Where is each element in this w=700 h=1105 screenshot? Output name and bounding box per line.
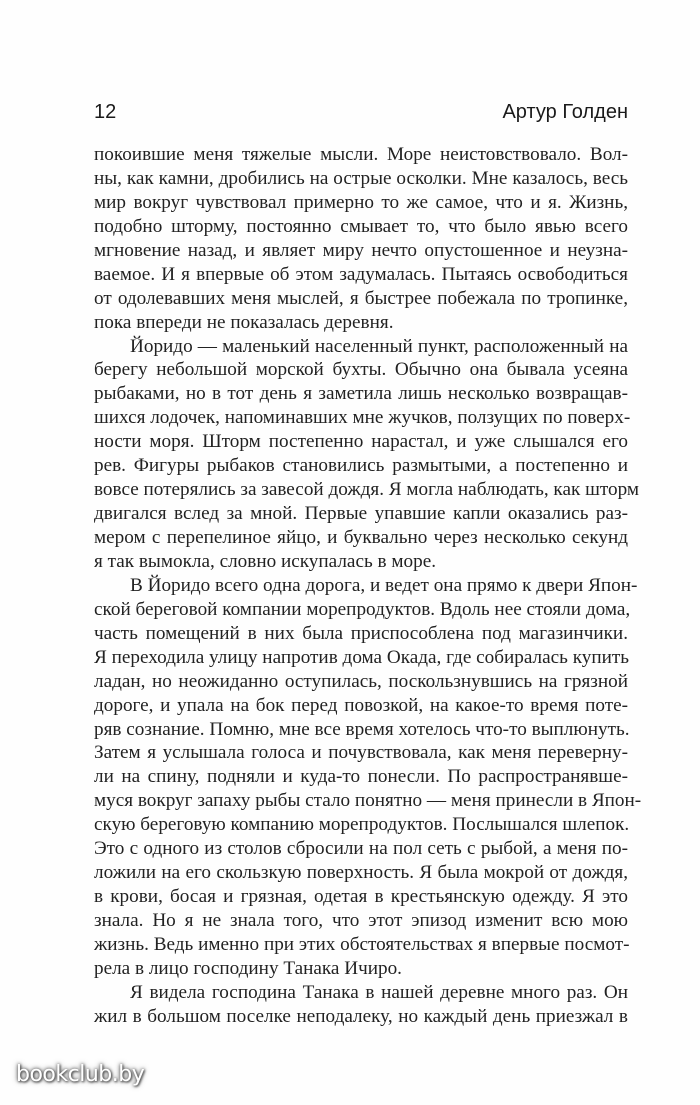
text-line: рела в лицо господину Танака Ичиро. (94, 957, 402, 979)
text-line: жизнь. Ведь именно при этих обстоятельствах я впервые посмот- (94, 933, 630, 955)
text-line: ли на спину, подняли и куда-то понесли. По распространявше- (94, 766, 628, 788)
text-line: ваемое. И я впервые об этом задумалась. Пытаясь освободиться (94, 263, 628, 285)
text-line: берегу небольшой морской бухты. Обычно она бывала усеяна (94, 359, 628, 381)
text-line: пока впереди не показалась деревня. (94, 311, 394, 333)
page-header (94, 101, 628, 129)
text-line: муся вокруг запаху рыбы стало понятно — меня принесли в Япон- (94, 790, 642, 812)
text-line: Это с одного из столов сбросили на пол сеть с рыбой, а меня по- (94, 838, 628, 860)
running-title-author: Артур Голден (502, 101, 628, 123)
text-line: знала. Но я не знала того, что этот эпизод изменит всю мою (94, 910, 628, 931)
text-line: скую береговую компанию морепродуктов. Послышался шлепок. (94, 814, 630, 836)
text-line: ложили на его скользкую поверхность. Я была мокрой от дождя, (94, 862, 628, 884)
watermark-logo: bookclub.by (16, 1062, 145, 1087)
text-line: мгновение назад, и являет миру нечто опустошенное и неузна- (94, 239, 628, 261)
text-line: часть помещений в них была приспособлена под магазинчики. (94, 622, 628, 644)
text-line: Йоридо — маленький населенный пункт, расположенный на (130, 335, 628, 357)
text-line: рыбаками, но в тот день я заметила лишь несколько возвращав- (94, 383, 628, 405)
text-line: Затем я услышала голоса и почувствовала, как меня переверну- (94, 742, 628, 764)
text-line: рев. Фигуры рыбаков становились размытыми, а постепенно и (94, 455, 628, 477)
text-line: покоившие меня тяжелые мысли. Море неистовствовало. Вол- (94, 144, 628, 165)
text-line: Я видела господина Танака в нашей деревне много раз. Он (130, 981, 628, 1003)
body-text (94, 143, 642, 1029)
text-line: от одолевавших меня мыслей, я быстрее побежала по тропинке, (94, 287, 628, 309)
text-line: ряв сознание. Помню, мне все время хотелось что-то выплюнуть. (94, 718, 630, 740)
text-line: ладан, но неожиданно оступилась, поскользнувшись на грязной (94, 670, 628, 692)
page-number: 12 (94, 101, 117, 123)
text-line: Я переходила улицу напротив дома Окада, где собиралась купить (94, 646, 630, 668)
text-line: вовсе потерялись за завесой дождя. Я могла наблюдать, как шторм (94, 479, 640, 501)
text-line: жил в большом поселке неподалеку, но каждый день приезжал в (94, 1005, 628, 1027)
text-line: мир вокруг чувствовал примерно то же самое, что и я. Жизнь, (94, 191, 628, 213)
text-line: я так вымокла, словно искупалась в море. (94, 550, 437, 572)
text-line: ны, как камни, дробились на острые осколки. Мне казалось, весь (94, 167, 628, 189)
text-line: В Йоридо всего одна дорога, и ведет она прямо к двери Япон- (130, 574, 638, 596)
text-line: двигался вслед за мной. Первые упавшие капли оказались раз- (94, 503, 628, 525)
text-line: ности моря. Шторм постепенно нарастал, и уже слышался его (94, 431, 628, 453)
text-line: шихся лодочек, напоминавших мне жучков, ползущих по поверх- (94, 407, 631, 429)
text-line: мером с перепелиное яйцо, и буквально через несколько секунд (94, 527, 628, 548)
text-line: подобно шторму, постоянно смывает то, что было явью всего (94, 215, 628, 237)
text-line: ской береговой компании морепродуктов. Вдоль нее стояли дома, (94, 598, 631, 620)
text-line: дороге, и упала на бок перед повозкой, на какое-то время поте- (94, 694, 628, 716)
text-line: в крови, босая и грязная, одетая в крестьянскую одежду. Я это (94, 886, 628, 908)
